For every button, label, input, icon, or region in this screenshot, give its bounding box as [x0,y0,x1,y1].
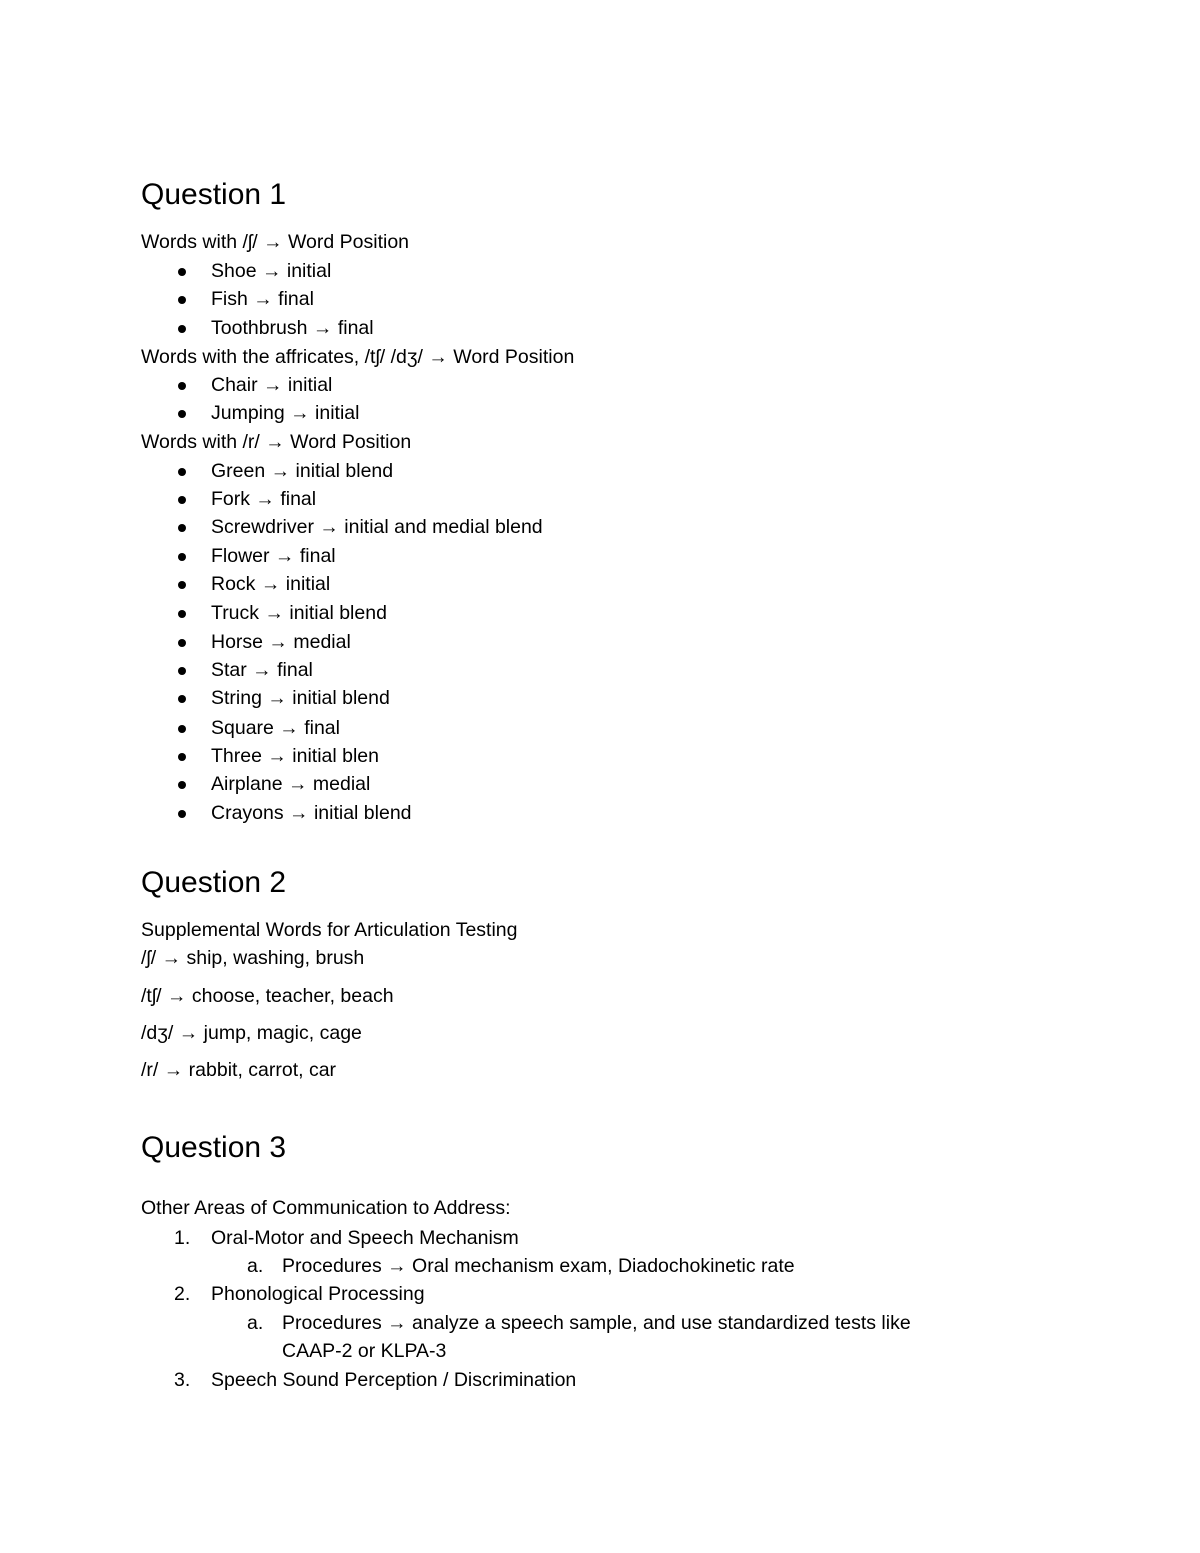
list-number: 1. [174,1227,191,1249]
list-item-text: CAAP-2 or KLPA-3 [282,1340,447,1362]
list-letter: a. [247,1255,264,1277]
list-item-text: Procedures → analyze a speech sample, and use standardized tests like [282,1312,911,1334]
list-number: 3. [174,1369,191,1391]
question-1-heading: Question 1 [141,178,287,211]
list-item-text: Fish → final [211,288,314,310]
r-words-intro: Words with /r/ → Word Position [141,431,412,453]
list-item-text: String → initial blend [211,687,390,709]
bullet-icon [178,325,186,333]
supplemental-words-line: /dʒ/ → jump, magic, cage [141,1022,362,1044]
bullet-icon [178,296,186,304]
list-item-text: Phonological Processing [211,1283,425,1305]
list-item-text: Star → final [211,659,313,681]
list-item-text: Airplane → medial [211,773,371,795]
list-item-text: Procedures → Oral mechanism exam, Diadochokinetic rate [282,1255,795,1277]
affricates-words-intro: Words with the affricates, /tʃ/ /dʒ/ → Word Position [141,346,575,368]
bullet-icon [178,667,186,675]
question-3-heading: Question 3 [141,1131,287,1164]
list-item-text: Shoe → initial [211,260,332,282]
question-2-heading: Question 2 [141,866,287,899]
bullet-icon [178,382,186,390]
bullet-icon [178,725,186,733]
bullet-icon [178,753,186,761]
list-number: 2. [174,1283,191,1305]
other-areas-intro: Other Areas of Communication to Address: [141,1197,511,1219]
supplemental-words-line: /tʃ/ → choose, teacher, beach [141,985,394,1007]
list-item-text: Square → final [211,717,340,739]
bullet-icon [178,781,186,789]
list-item-text: Toothbrush → final [211,317,374,339]
bullet-icon [178,810,186,818]
list-letter: a. [247,1312,264,1334]
list-item-text: Rock → initial [211,573,331,595]
bullet-icon [178,695,186,703]
bullet-icon [178,468,186,476]
list-item-text: Green → initial blend [211,460,394,482]
list-item-text: Three → initial blen [211,745,379,767]
list-item-text: Jumping → initial [211,402,360,424]
bullet-icon [178,496,186,504]
bullet-icon [178,524,186,532]
bullet-icon [178,581,186,589]
list-item-text: Flower → final [211,545,336,567]
bullet-icon [178,610,186,618]
supplemental-words-intro: Supplemental Words for Articulation Testing [141,919,518,941]
list-item-text: Speech Sound Perception / Discrimination [211,1369,577,1391]
bullet-icon [178,410,186,418]
list-item-text: Chair → initial [211,374,333,396]
list-item-text: Horse → medial [211,631,351,653]
supplemental-words-line: /r/ → rabbit, carrot, car [141,1059,337,1081]
list-item-text: Crayons → initial blend [211,802,412,824]
bullet-icon [178,553,186,561]
list-item-text: Oral-Motor and Speech Mechanism [211,1227,519,1249]
sh-words-intro: Words with /ʃ/ → Word Position [141,231,410,253]
list-item-text: Fork → final [211,488,317,510]
supplemental-words-line: /ʃ/ → ship, washing, brush [141,947,365,969]
list-item-text: Screwdriver → initial and medial blend [211,516,543,538]
bullet-icon [178,639,186,647]
bullet-icon [178,268,186,276]
list-item-text: Truck → initial blend [211,602,387,624]
